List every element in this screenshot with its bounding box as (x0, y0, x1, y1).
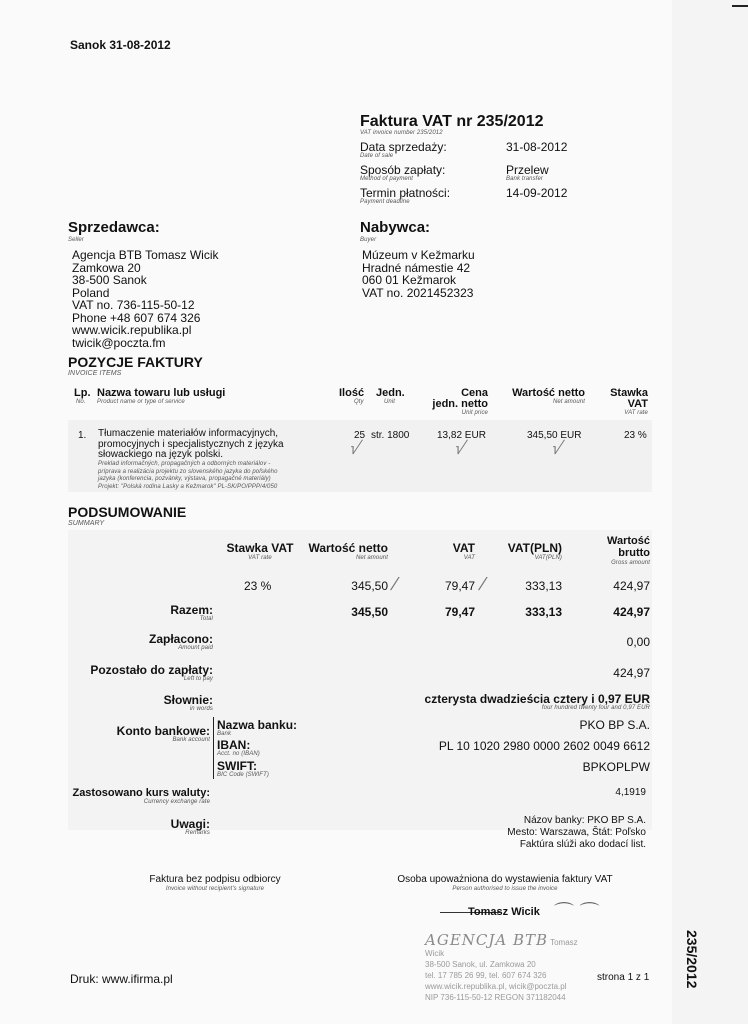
signature-left-sub: Invoice without recipient's signature (165, 886, 265, 892)
check-mark-icon: √ (451, 438, 469, 458)
col-lp: Lp. (74, 387, 91, 399)
sum-net: 345,50 (351, 579, 388, 593)
col-unit: Jedn. (376, 387, 405, 399)
bank-account-label: Konto bankowe: (116, 724, 210, 738)
remarks-value (420, 815, 646, 851)
seller-heading: Sprzedawca: (68, 219, 160, 236)
company-stamp (425, 931, 595, 1003)
stamp-line: tel. 17 785 26 99, tel. 607 674 326 (425, 971, 547, 980)
sum-col-vat: VAT (452, 541, 475, 555)
sum-col-vatpln-sub: VAT(PLN) (534, 555, 562, 561)
in-words-en: four hundred twenty four and 0,97 EUR (541, 705, 650, 711)
sum-col-vat-sub: VAT (463, 555, 475, 561)
col-qty-sub: Qty (354, 399, 364, 405)
left-to-pay-value: 424,97 (613, 666, 650, 680)
stamp-logo-name: Tomasz Wicik (425, 938, 578, 958)
check-mark-icon: √ (346, 438, 364, 458)
sale-date-label: Data sprzedaży: (360, 140, 447, 154)
in-words-sub: in words (189, 706, 213, 712)
payment-method: Przelew (506, 163, 549, 177)
seller-heading-sub: Seller (68, 237, 84, 243)
buyer-line: Hradné námestie 42 (362, 260, 471, 275)
stamp-logo: AGENCJA BTB (425, 931, 549, 949)
sum-vatpln: 333,13 (525, 579, 562, 593)
seller-line: Poland (72, 285, 110, 300)
invoice-title-sub: VAT invoice number 235/2012 (360, 130, 443, 136)
iban-value: PL 10 1020 2980 0000 2602 0049 6612 (438, 739, 650, 753)
total-label: Razem: (170, 603, 213, 617)
seller-line: Phone +48 607 674 326 (72, 310, 201, 325)
signature-left: Faktura bez podpisu odbiorcy (149, 874, 281, 885)
buyer-line: VAT no. 2021452323 (362, 285, 474, 300)
due-label: Termin płatności: (360, 186, 451, 200)
sum-vat: 79,47 (444, 579, 475, 593)
in-words-label: Słownie: (163, 693, 213, 707)
swift-label: SWIFT: (217, 759, 257, 773)
item-qty: 25 (354, 430, 366, 441)
col-price-2: jedn. netto (432, 398, 488, 410)
remarks-sub: Remarks (185, 830, 210, 836)
exchange-rate-sub: Currency exchange rate (143, 799, 210, 805)
items-heading-sub: INVOICE ITEMS (68, 370, 122, 377)
stamp-line: NIP 736-115-50-12 REGON 371182044 (425, 993, 566, 1002)
due-date: 14-09-2012 (506, 186, 568, 200)
sum-col-gross-1: Wartość (607, 535, 650, 547)
sum-gross: 424,97 (613, 579, 650, 593)
swift-sub: BIC Code (SWIFT) (217, 772, 269, 778)
swift-value: BPKOPLPW (582, 760, 650, 774)
item-desc-line: jazyka (konferencia, pozvánky, výstava, propagačné materiály) (98, 476, 271, 482)
total-vatpln: 333,13 (525, 605, 562, 619)
item-name-line: promocyjnych i specjalistycznych z języka (98, 438, 284, 450)
sum-col-net-sub: Net amount (355, 555, 388, 561)
bank-name-label: Nazwa banku: (217, 718, 298, 732)
bank-name: PKO BP S.A. (579, 718, 650, 732)
seller-line: VAT no. 736-115-50-12 (72, 298, 195, 312)
check-mark-icon: √ (548, 438, 566, 458)
sum-rate: 23 % (244, 579, 272, 593)
item-unit: str. 1800 (371, 430, 410, 441)
sum-col-rate-sub: VAT rate (248, 555, 272, 561)
col-unit-sub: Unit (384, 399, 396, 405)
summary-heading: PODSUMOWANIE (68, 504, 187, 520)
seller-line: 38-500 Sanok (72, 273, 147, 287)
seller-line: twicik@poczta.fm (72, 335, 166, 350)
remarks-line: Mesto: Warszawa, Štát: Poľsko (507, 827, 646, 838)
item-name-line: słowackiego na język polski. (98, 449, 224, 460)
remarks-line: Faktúra slúži ako dodací list. (519, 839, 646, 850)
item-net: 345,50 EUR (527, 430, 582, 441)
col-name: Nazwa towaru lub usługi (97, 387, 226, 399)
edge-mark (732, 5, 748, 7)
account-divider (213, 717, 214, 779)
seller-line: Zamkowa 20 (72, 260, 141, 275)
left-to-pay-sub: Left to pay (183, 676, 213, 682)
item-name-line: Tłumaczenie materiałów informacyjnych, (98, 428, 279, 439)
sale-date: 31-08-2012 (506, 140, 568, 154)
buyer-block (362, 249, 475, 299)
col-net: Wartość netto (512, 387, 585, 399)
items-heading: POZYCJE FAKTURY (68, 354, 203, 370)
payment-method-value-sub: Bank transfer (506, 176, 543, 182)
buyer-heading-sub: Buyer (360, 237, 377, 243)
total-sub: Total (199, 616, 213, 622)
item-desc-line: Preklad informačných, propagačných a odborných materiálov - (98, 461, 271, 467)
left-to-pay-label: Pozostało do zapłaty: (90, 663, 213, 677)
signer-name: Tomasz Wicik (468, 906, 540, 918)
paid-label: Zapłacono: (148, 632, 213, 646)
summary-heading-sub: SUMMARY (68, 520, 105, 527)
col-net-sub: Net amount (552, 399, 585, 405)
total-gross: 424,97 (613, 605, 650, 619)
sum-col-vatpln: VAT(PLN) (507, 541, 562, 555)
seller-block (72, 249, 219, 349)
buyer-line: 060 01 Kežmarok (362, 273, 457, 287)
col-vat-sub: VAT rate (624, 410, 648, 416)
side-invoice-number: 235/2012 (684, 930, 700, 989)
seller-line: www.wicik.republika.pl (72, 323, 192, 337)
item-price: 13,82 EUR (437, 430, 486, 441)
signature-right-sub: Person authorised to issue the invoice (452, 886, 558, 892)
col-lp-sub: No. (76, 399, 86, 405)
item-lp: 1. (78, 430, 87, 441)
sum-col-rate: Stawka VAT (226, 541, 294, 555)
stamp-line: www.wicik.republika.pl, wicik@poczta.pl (425, 982, 567, 991)
item-description (98, 461, 278, 491)
stamp-line: 38-500 Sanok, ul. Zamkowa 20 (425, 960, 536, 969)
payment-method-label: Sposób zapłaty: (360, 163, 446, 177)
col-price-1: Cena (461, 387, 488, 399)
buyer-heading: Nabywca: (360, 219, 431, 236)
iban-sub: Acct. no (IBAN) (217, 751, 260, 757)
buyer-line: Múzeum v Kežmarku (362, 248, 475, 262)
invoice-title: Faktura VAT nr 235/2012 (360, 113, 544, 130)
bank-name-sub: Bank (217, 731, 232, 737)
col-vat-2: VAT (627, 398, 648, 410)
total-net: 345,50 (351, 605, 388, 619)
col-qty: Ilość (339, 387, 365, 399)
exchange-rate-label: Zastosowano kurs waluty: (72, 787, 210, 799)
col-vat-1: Stawka (610, 387, 648, 399)
print-credit: Druk: www.ifirma.pl (70, 972, 173, 986)
sum-col-gross-2: brutto (618, 547, 650, 559)
col-price-sub: Unit price (461, 410, 488, 416)
signature-right: Osoba upoważniona do wystawienia faktury VAT (397, 874, 613, 885)
page-number: strona 1 z 1 (597, 972, 650, 983)
item-desc-line: Projekt: "Polská rodina Lasky a Kežmarok" PL-SK/PO/PPP/4/050 (98, 483, 278, 490)
sale-date-sub: Date of sale (360, 153, 394, 159)
in-words-value: czterysta dwadzieścia cztery i 0,97 EUR (424, 692, 650, 706)
bank-account-sub: Bank account (172, 737, 210, 743)
check-mark-icon: / (476, 574, 489, 594)
item-desc-line: príprava a realizácia projektu zo slovenského jazyka do poľského (98, 468, 278, 475)
paid-sub: Amount paid (178, 645, 213, 651)
paid-value: 0,00 (626, 635, 650, 649)
check-mark-icon: / (388, 574, 401, 594)
handwritten-signature: ⌒ ⌒ (554, 902, 600, 924)
seller-line: Agencja BTB Tomasz Wicik (72, 248, 219, 262)
place-date: Sanok 31-08-2012 (70, 38, 171, 52)
total-vat: 79,47 (444, 605, 475, 619)
iban-label: IBAN: (217, 738, 251, 752)
item-vat-rate: 23 % (624, 430, 647, 441)
item-name (98, 429, 284, 461)
payment-method-sub: Method of payment (360, 176, 414, 182)
col-name-sub: Product name or type of service (97, 399, 185, 405)
due-sub: Payment deadline (360, 199, 410, 205)
sum-col-net: Wartość netto (308, 541, 388, 555)
remarks-line: Názov banky: PKO BP S.A. (523, 815, 646, 826)
sum-col-gross-sub: Gross amount (611, 560, 650, 566)
exchange-rate-value: 4,1919 (615, 787, 646, 798)
remarks-label: Uwagi: (170, 817, 210, 831)
